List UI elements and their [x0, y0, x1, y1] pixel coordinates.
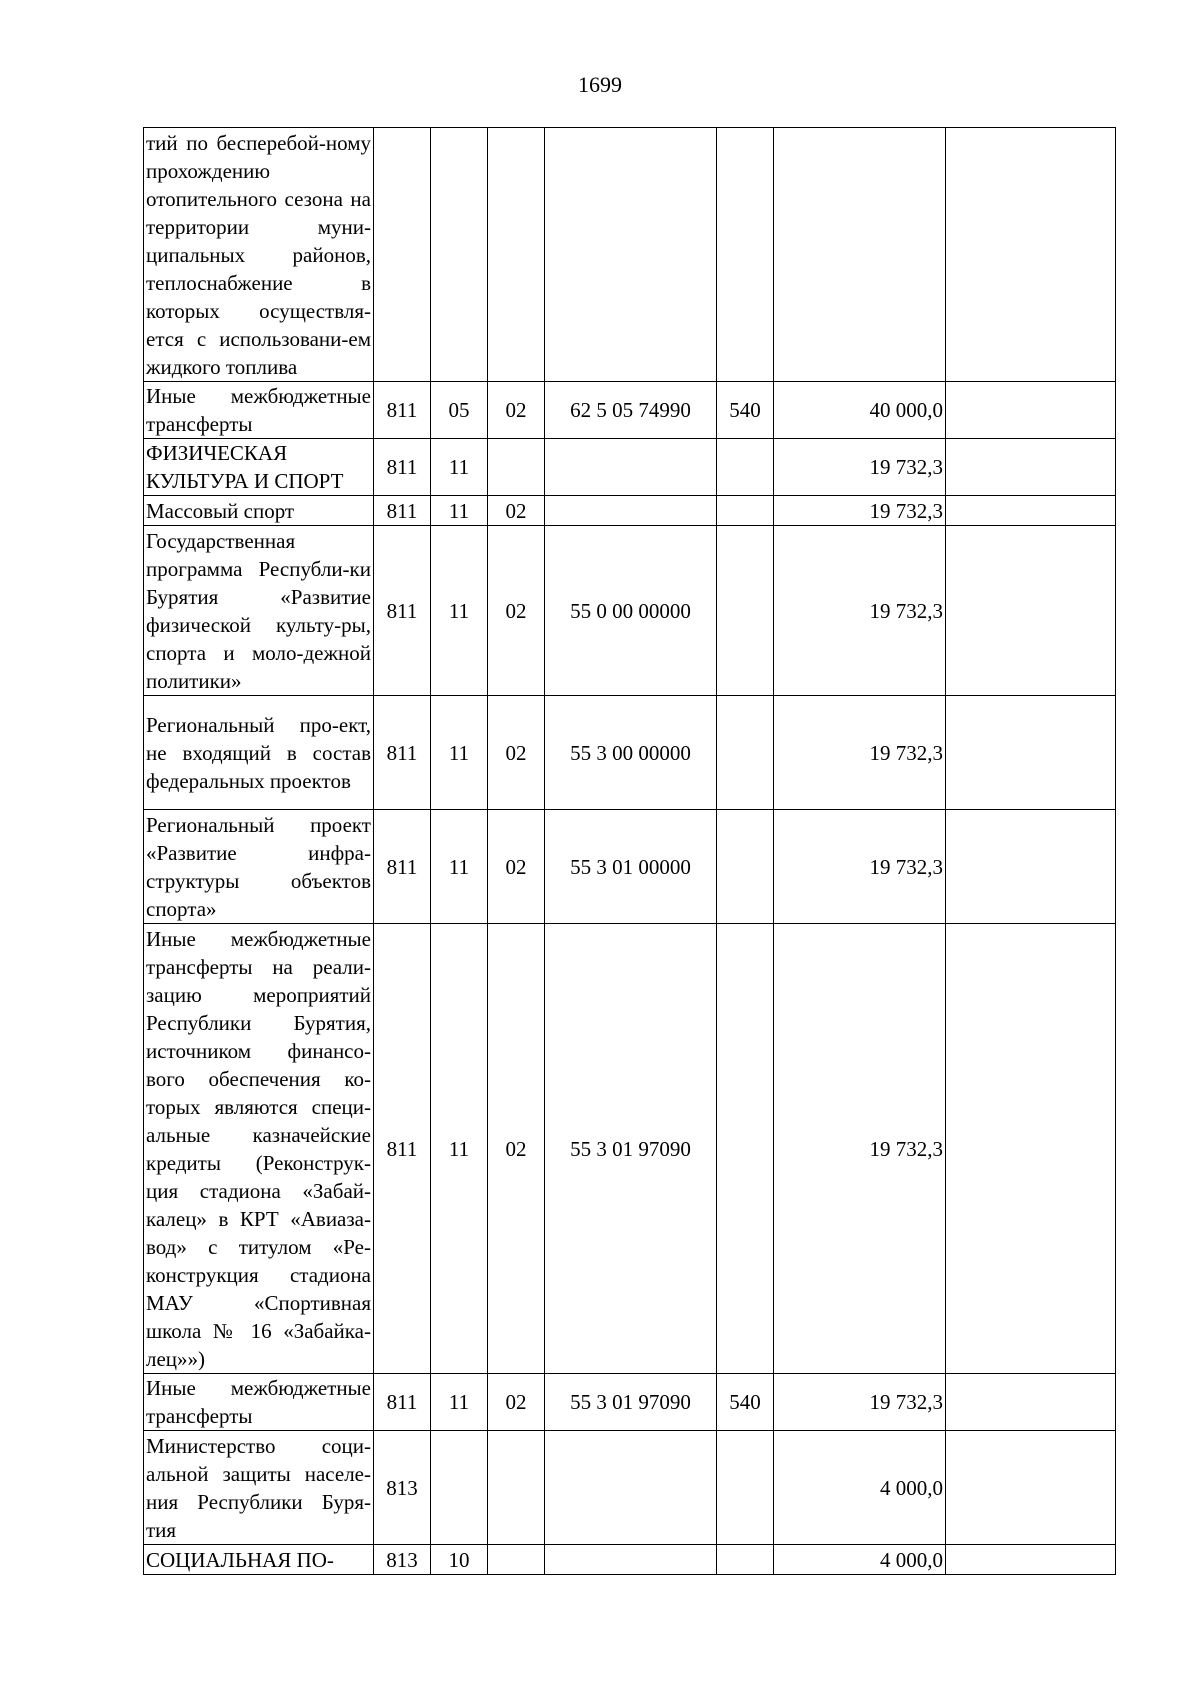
subsection-code — [488, 1431, 545, 1545]
amount: 19 732,3 — [774, 526, 946, 696]
row-name: Иные межбюджетные трансферты — [144, 1374, 374, 1431]
subsection-code: 02 — [488, 696, 545, 810]
section-code: 11 — [431, 526, 488, 696]
target-article-code: 55 3 00 00000 — [545, 696, 717, 810]
row-name: Министерство соци-альной защиты населе-ния Республики Буря-тия — [144, 1431, 374, 1545]
table-row — [144, 924, 1116, 1374]
expense-type-code — [717, 1545, 774, 1575]
section-code: 11 — [431, 496, 488, 526]
expense-type-code — [717, 439, 774, 496]
amount: 19 732,3 — [774, 496, 946, 526]
extra-cell — [946, 1545, 1116, 1575]
section-code — [431, 128, 488, 382]
table-row — [144, 696, 1116, 810]
section-code: 05 — [431, 382, 488, 439]
table-row — [144, 1545, 1116, 1575]
section-code: 11 — [431, 924, 488, 1374]
table-row — [144, 439, 1116, 496]
expense-type-code — [717, 696, 774, 810]
table-row — [144, 128, 1116, 382]
amount — [774, 128, 946, 382]
extra-cell — [946, 810, 1116, 924]
expense-type-code: 540 — [717, 1374, 774, 1431]
target-article-code: 55 3 01 97090 — [545, 924, 717, 1374]
subsection-code: 02 — [488, 496, 545, 526]
subsection-code: 02 — [488, 526, 545, 696]
target-article-code: 55 3 01 00000 — [545, 810, 717, 924]
ved-code: 811 — [374, 496, 431, 526]
row-name: Иные межбюджетные трансферты — [144, 382, 374, 439]
expense-type-code — [717, 924, 774, 1374]
extra-cell — [946, 382, 1116, 439]
target-article-code — [545, 439, 717, 496]
amount: 4 000,0 — [774, 1545, 946, 1575]
ved-code — [374, 128, 431, 382]
expense-type-code — [717, 496, 774, 526]
subsection-code: 02 — [488, 810, 545, 924]
target-article-code: 55 0 00 00000 — [545, 526, 717, 696]
table-row — [144, 526, 1116, 696]
extra-cell — [946, 1374, 1116, 1431]
ved-code: 813 — [374, 1545, 431, 1575]
extra-cell — [946, 439, 1116, 496]
expense-type-code — [717, 128, 774, 382]
extra-cell — [946, 1431, 1116, 1545]
target-article-code — [545, 128, 717, 382]
ved-code: 811 — [374, 924, 431, 1374]
ved-code: 811 — [374, 382, 431, 439]
row-name: Массовый спорт — [144, 496, 374, 526]
section-code: 11 — [431, 696, 488, 810]
amount: 40 000,0 — [774, 382, 946, 439]
ved-code: 811 — [374, 810, 431, 924]
subsection-code — [488, 439, 545, 496]
subsection-code: 02 — [488, 924, 545, 1374]
ved-code: 811 — [374, 439, 431, 496]
subsection-code: 02 — [488, 382, 545, 439]
amount: 19 732,3 — [774, 439, 946, 496]
row-name: ФИЗИЧЕСКАЯ КУЛЬТУРА И СПОРТ — [144, 439, 374, 496]
section-code: 11 — [431, 439, 488, 496]
expense-type-code — [717, 810, 774, 924]
table-row — [144, 382, 1116, 439]
row-name: СОЦИАЛЬНАЯ ПО- — [144, 1545, 374, 1575]
subsection-code: 02 — [488, 1374, 545, 1431]
ved-code: 811 — [374, 696, 431, 810]
subsection-code — [488, 1545, 545, 1575]
amount: 19 732,3 — [774, 696, 946, 810]
subsection-code — [488, 128, 545, 382]
amount: 19 732,3 — [774, 1374, 946, 1431]
section-code — [431, 1431, 488, 1545]
amount: 19 732,3 — [774, 924, 946, 1374]
row-name: Иные межбюджетные трансферты на реали-зацию мероприятий Республики Бурятия, источником финансо-вого обеспечения ко-торых являются специ-альные казначейские кредиты (Реконструк-ция стадиона «Забай-калец» в КРТ «Авиаза-вод» с титулом «Ре-конструкция стадиона МАУ «Спортивная школа № 16 «Забайка-лец»») — [144, 924, 374, 1374]
target-article-code — [545, 1545, 717, 1575]
ved-code: 811 — [374, 526, 431, 696]
budget-table — [143, 127, 1116, 1575]
expense-type-code — [717, 1431, 774, 1545]
ved-code: 811 — [374, 1374, 431, 1431]
extra-cell — [946, 526, 1116, 696]
extra-cell — [946, 128, 1116, 382]
section-code: 11 — [431, 1374, 488, 1431]
row-name: Государственная программа Республи-ки Бурятия «Развитие физической культу-ры, спорта и моло-дежной политики» — [144, 526, 374, 696]
section-code: 10 — [431, 1545, 488, 1575]
amount: 19 732,3 — [774, 810, 946, 924]
expense-type-code: 540 — [717, 382, 774, 439]
target-article-code — [545, 496, 717, 526]
extra-cell — [946, 696, 1116, 810]
row-name: Региональный про-ект, не входящий в состав федеральных проектов — [144, 696, 374, 810]
row-name: Региональный проект «Развитие инфра-структуры объектов спорта» — [144, 810, 374, 924]
section-code: 11 — [431, 810, 488, 924]
extra-cell — [946, 924, 1116, 1374]
extra-cell — [946, 496, 1116, 526]
page-number: 1699 — [578, 72, 622, 97]
table-row — [144, 810, 1116, 924]
table-row — [144, 1374, 1116, 1431]
target-article-code — [545, 1431, 717, 1545]
ved-code: 813 — [374, 1431, 431, 1545]
table-row — [144, 496, 1116, 526]
target-article-code: 55 3 01 97090 — [545, 1374, 717, 1431]
row-name: тий по бесперебой-ному прохождению отопительного сезона на территории муни-ципальных районов, теплоснабжение в которых осуществля-ется с использовани-ем жидкого топлива — [144, 128, 374, 382]
table-row — [144, 1431, 1116, 1545]
expense-type-code — [717, 526, 774, 696]
amount: 4 000,0 — [774, 1431, 946, 1545]
target-article-code: 62 5 05 74990 — [545, 382, 717, 439]
